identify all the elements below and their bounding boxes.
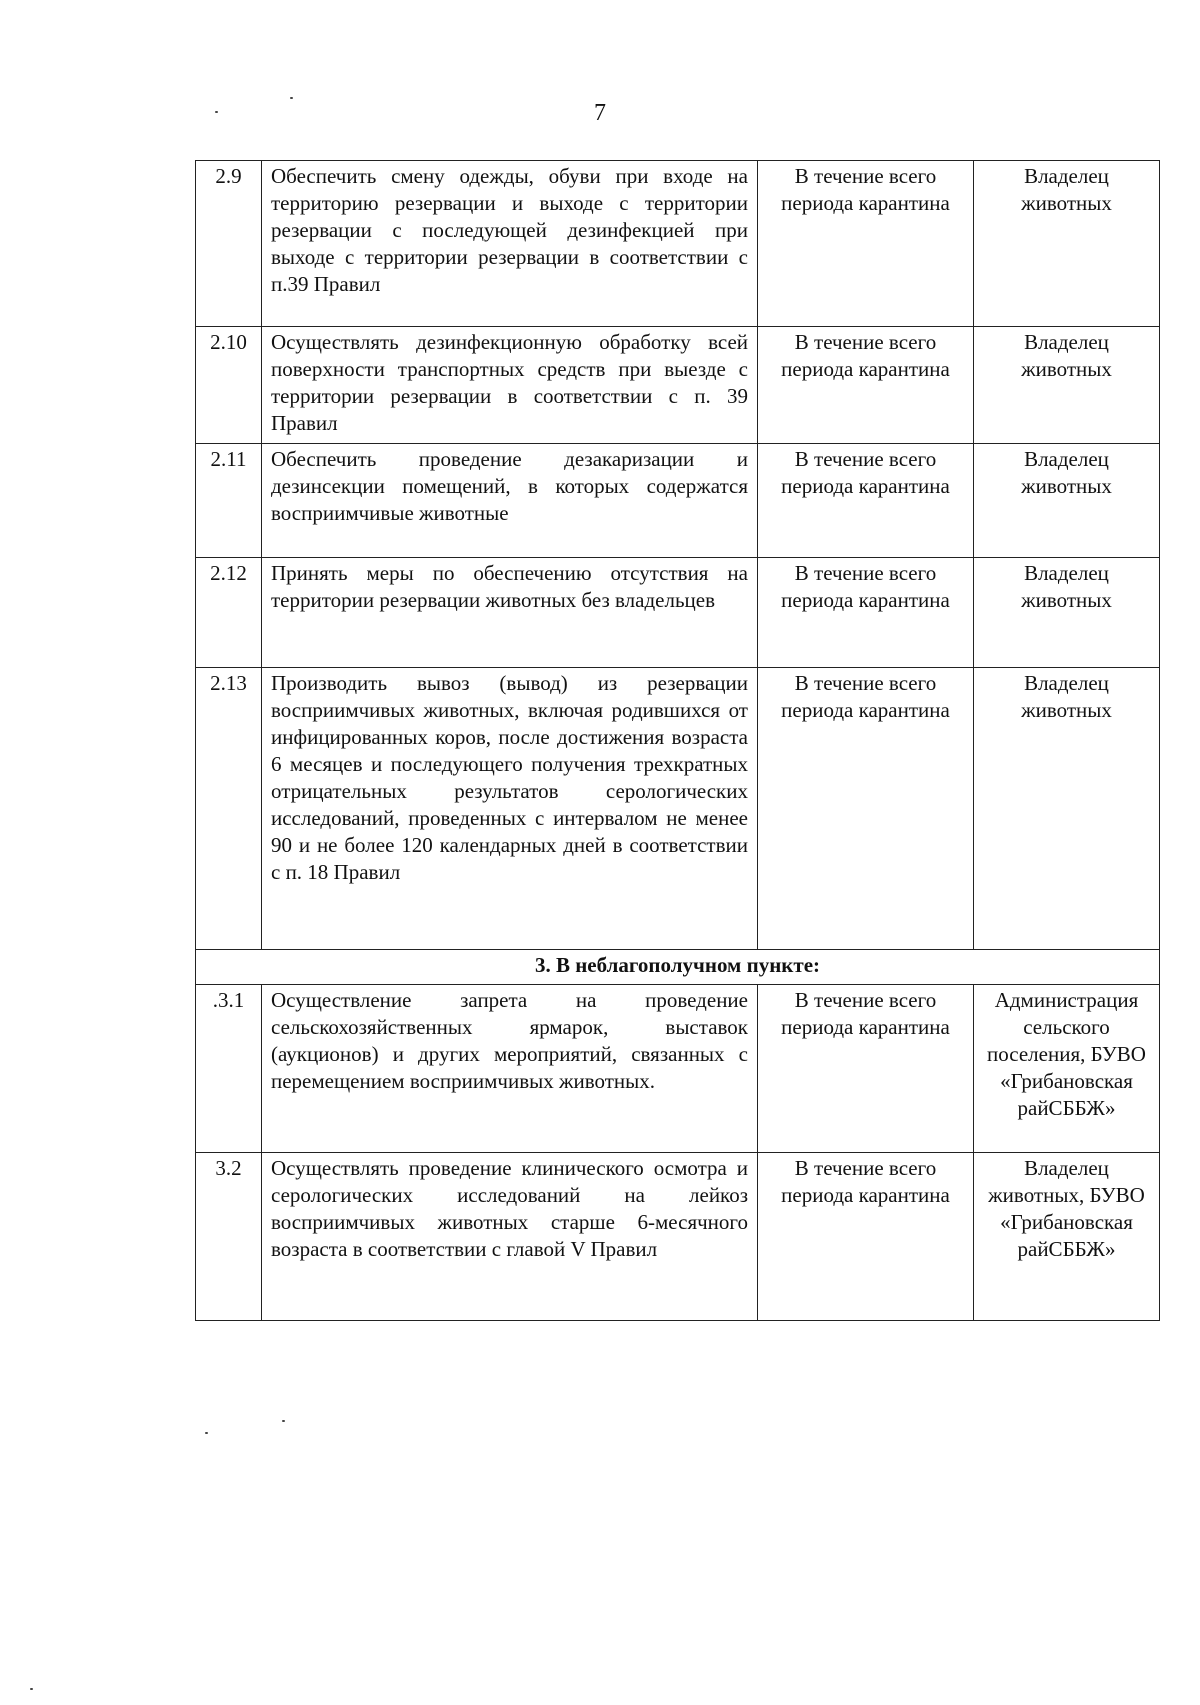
measures-table (195, 160, 1160, 1321)
task-cell: Обеспечить смену одежды, обуви при входе на территорию резервации и выходе с территории резервации с последующей дезинфекцией при выходе с территории резервации в соответствии с п.39 Правил (262, 161, 758, 327)
row-number: 2.9 (196, 161, 262, 327)
row-number: 3.2 (196, 1153, 262, 1321)
responsible-cell: Владелец животных (974, 327, 1160, 444)
scan-speck (30, 1688, 33, 1690)
task-cell: Осуществление запрета на проведение сельскохозяйственных ярмарок, выставок (аукционов) и других мероприятий, связанных с перемещением восприимчивых животных. (262, 985, 758, 1153)
term-cell: В течение всего периода карантина (758, 985, 974, 1153)
task-cell: Обеспечить проведение дезакаризации и дезинсекции помещений, в которых содержатся восприимчивые животные (262, 444, 758, 558)
term-cell: В течение всего периода карантина (758, 1153, 974, 1321)
term-cell: В течение всего периода карантина (758, 668, 974, 950)
table-row (196, 327, 1160, 444)
row-number: 2.13 (196, 668, 262, 950)
term-cell: В течение всего периода карантина (758, 327, 974, 444)
responsible-cell: Администрация сельского поселения, БУВО «Грибановская райСББЖ» (974, 985, 1160, 1153)
responsible-cell: Владелец животных, БУВО «Грибановская райСББЖ» (974, 1153, 1160, 1321)
row-number: 2.12 (196, 558, 262, 668)
table-row (196, 558, 1160, 668)
table-row (196, 444, 1160, 558)
table-row (196, 1153, 1160, 1321)
section-row (196, 950, 1160, 985)
scan-speck (282, 1420, 285, 1422)
scan-speck (215, 111, 218, 113)
row-number: 2.10 (196, 327, 262, 444)
scan-speck (290, 97, 293, 99)
task-cell: Осуществлять дезинфекционную обработку всей поверхности транспортных средств при выезде с территории резервации в соответствии с п. 39 Правил (262, 327, 758, 444)
responsible-cell: Владелец животных (974, 558, 1160, 668)
term-cell: В течение всего периода карантина (758, 444, 974, 558)
table-row (196, 161, 1160, 327)
row-number: 2.11 (196, 444, 262, 558)
table-row (196, 985, 1160, 1153)
page-number: 7 (594, 100, 606, 126)
responsible-cell: Владелец животных (974, 668, 1160, 950)
responsible-cell: Владелец животных (974, 161, 1160, 327)
task-cell: Принять меры по обеспечению отсутствия на территории резервации животных без владельцев (262, 558, 758, 668)
section-title: 3. В неблагополучном пункте: (196, 950, 1160, 985)
row-number: .3.1 (196, 985, 262, 1153)
task-cell: Осуществлять проведение клинического осмотра и серологических исследований на лейкоз восприимчивых животных старше 6-месячного возраста в соответствии с главой V Правил (262, 1153, 758, 1321)
term-cell: В течение всего периода карантина (758, 161, 974, 327)
table-row (196, 668, 1160, 950)
term-cell: В течение всего периода карантина (758, 558, 974, 668)
scan-speck (205, 1432, 208, 1434)
task-cell: Производить вывоз (вывод) из резервации восприимчивых животных, включая родившихся от инфицированных коров, после достижения возраста 6 месяцев и последующего получения трехкратных отрицательных результатов серологических исследований, проведенных с интервалом не менее 90 и не более 120 календарных дней в соответствии с п. 18 Правил (262, 668, 758, 950)
responsible-cell: Владелец животных (974, 444, 1160, 558)
